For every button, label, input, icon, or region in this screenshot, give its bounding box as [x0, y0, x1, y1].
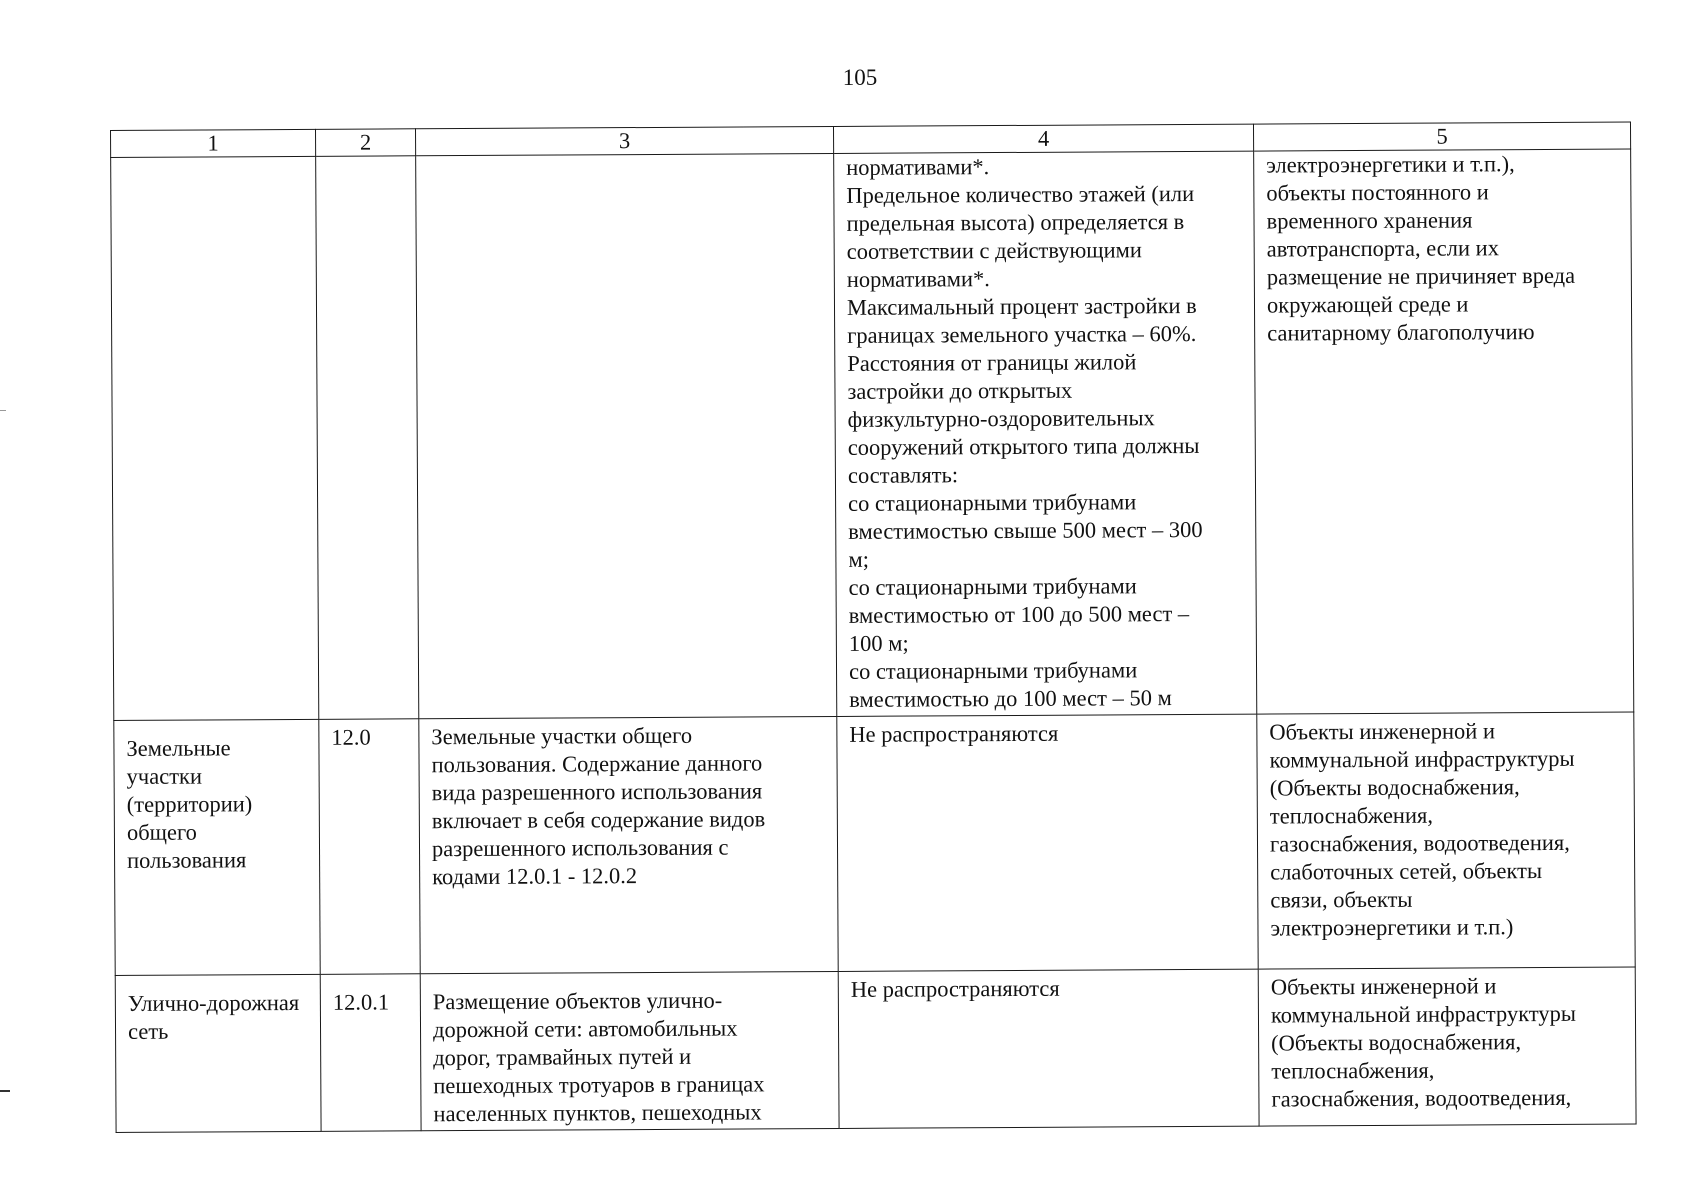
text-line: вида разрешенного использования: [431, 778, 763, 806]
text-line: составлять:: [847, 462, 959, 488]
text-line: застройки до открытых: [847, 377, 1073, 404]
text-line: объекты постоянного и: [1266, 179, 1489, 206]
text-line: нормативами*.: [846, 154, 990, 180]
cell-parameters: Не распространяются: [837, 714, 1258, 971]
table-row-continuation: [111, 149, 1634, 720]
header-col-4: 4: [833, 124, 1253, 153]
text-line: санитарному благополучию: [1267, 319, 1535, 346]
header-col-1: 1: [111, 129, 316, 157]
text-line: размещение не причиняет вреда: [1266, 262, 1576, 290]
text-line: слаботочных сетей, объекты: [1270, 858, 1543, 885]
cell-name: [114, 719, 320, 975]
scan-margin-mark: [0, 410, 6, 411]
text-line: коммунальной инфраструктуры: [1269, 745, 1575, 773]
text-line: сооружений открытого типа должны: [847, 432, 1200, 460]
text-line: коммунальной инфраструктуры: [1270, 1000, 1577, 1028]
cell-auxiliary-uses: [1258, 967, 1636, 1126]
text-line: со стационарными трибунами: [848, 657, 1138, 684]
text-line: пользования. Содержание данного: [431, 750, 763, 778]
text-line: Объекты инженерной и: [1270, 973, 1497, 1000]
text-line: кодами 12.0.1 - 12.0.2: [432, 863, 638, 890]
cell-description: [420, 971, 839, 1130]
cell-auxiliary-uses: [1254, 149, 1634, 714]
text-line: нормативами*.: [846, 266, 990, 292]
text-line: Размещение объектов улично-: [432, 987, 723, 1015]
text-line: пользования: [127, 847, 247, 873]
text-line: общего: [126, 819, 197, 845]
text-line: Земельные: [126, 735, 231, 761]
text-line: границах земельного участка – 60%.: [847, 320, 1197, 348]
text-line: газоснабжения, водоотведения,: [1271, 1084, 1572, 1112]
text-line: пешеходных тротуаров в границах: [433, 1071, 765, 1099]
text-line: участки: [126, 763, 203, 789]
header-col-3: 3: [415, 126, 833, 155]
cell-description: [416, 153, 837, 718]
text-line: вместимостью до 100 мест – 50 м: [849, 685, 1172, 712]
text-line: электроэнергетики и т.п.): [1270, 914, 1514, 941]
cell-auxiliary-uses: [1257, 712, 1635, 969]
text-line: сеть: [127, 1018, 169, 1044]
text-line: (Объекты водоснабжения,: [1269, 774, 1520, 801]
scan-margin-mark: [0, 1090, 10, 1092]
table-row-road-network: [115, 967, 1636, 1132]
cell-code: 12.0: [319, 719, 420, 975]
text-line: со стационарными трибунами: [848, 489, 1137, 516]
table-row-public-land: [114, 712, 1635, 975]
text-line: Улично-дорожная: [127, 989, 300, 1016]
text-line: со стационарными трибунами: [848, 573, 1137, 600]
text-line: Максимальный процент застройки в: [846, 292, 1197, 320]
cell-parameters: Не распространяются: [838, 969, 1259, 1128]
text-line: вместимостью от 100 до 500 мест –: [848, 600, 1190, 628]
text-line: автотранспорта, если их: [1266, 235, 1499, 262]
text-line: связи, объекты: [1270, 886, 1413, 913]
cell-code: 12.0.1: [320, 974, 421, 1132]
land-use-table: [110, 122, 1637, 1133]
header-col-2: 2: [315, 129, 415, 157]
text-line: предельная высота) определяется в: [846, 209, 1185, 236]
text-line: физкультурно-оздоровительных: [847, 405, 1155, 432]
text-line: Предельное количество этажей (или: [846, 180, 1195, 208]
cell-code: [316, 156, 419, 720]
text-line: включает в себя содержание видов: [431, 806, 766, 834]
text-line: Объекты инженерной и: [1269, 718, 1496, 745]
text-line: (Объекты водоснабжения,: [1271, 1029, 1522, 1056]
page-number: 105: [842, 65, 878, 90]
text-line: (территории): [126, 791, 253, 817]
text-line: 100 м;: [848, 630, 909, 656]
cell-description: [419, 716, 838, 973]
text-line: Земельные участки общего: [431, 722, 693, 750]
text-line: Расстояния от границы жилой: [847, 349, 1137, 376]
text-line: теплоснабжения,: [1271, 1057, 1435, 1084]
text-line: разрешенного использования с: [431, 834, 729, 862]
text-line: временного хранения: [1266, 207, 1473, 234]
text-line: окружающей среде и: [1266, 291, 1469, 318]
text-line: дорог, трамвайных путей и: [433, 1043, 692, 1071]
text-line: вместимостью свыше 500 мест – 300: [848, 516, 1203, 544]
cell-parameters: [834, 151, 1257, 716]
text-line: теплоснабжения,: [1269, 802, 1434, 829]
text-line: дорожной сети: автомобильных: [432, 1015, 738, 1043]
cell-name: [115, 974, 321, 1132]
text-line: электроэнергетики и т.п.),: [1266, 151, 1515, 178]
text-line: населенных пунктов, пешеходных: [433, 1099, 762, 1127]
cell-name: [111, 156, 319, 720]
text-line: соответствии с действующими: [846, 237, 1142, 264]
text-line: м;: [848, 546, 869, 572]
header-col-5: 5: [1253, 122, 1630, 151]
text-line: газоснабжения, водоотведения,: [1269, 829, 1570, 857]
